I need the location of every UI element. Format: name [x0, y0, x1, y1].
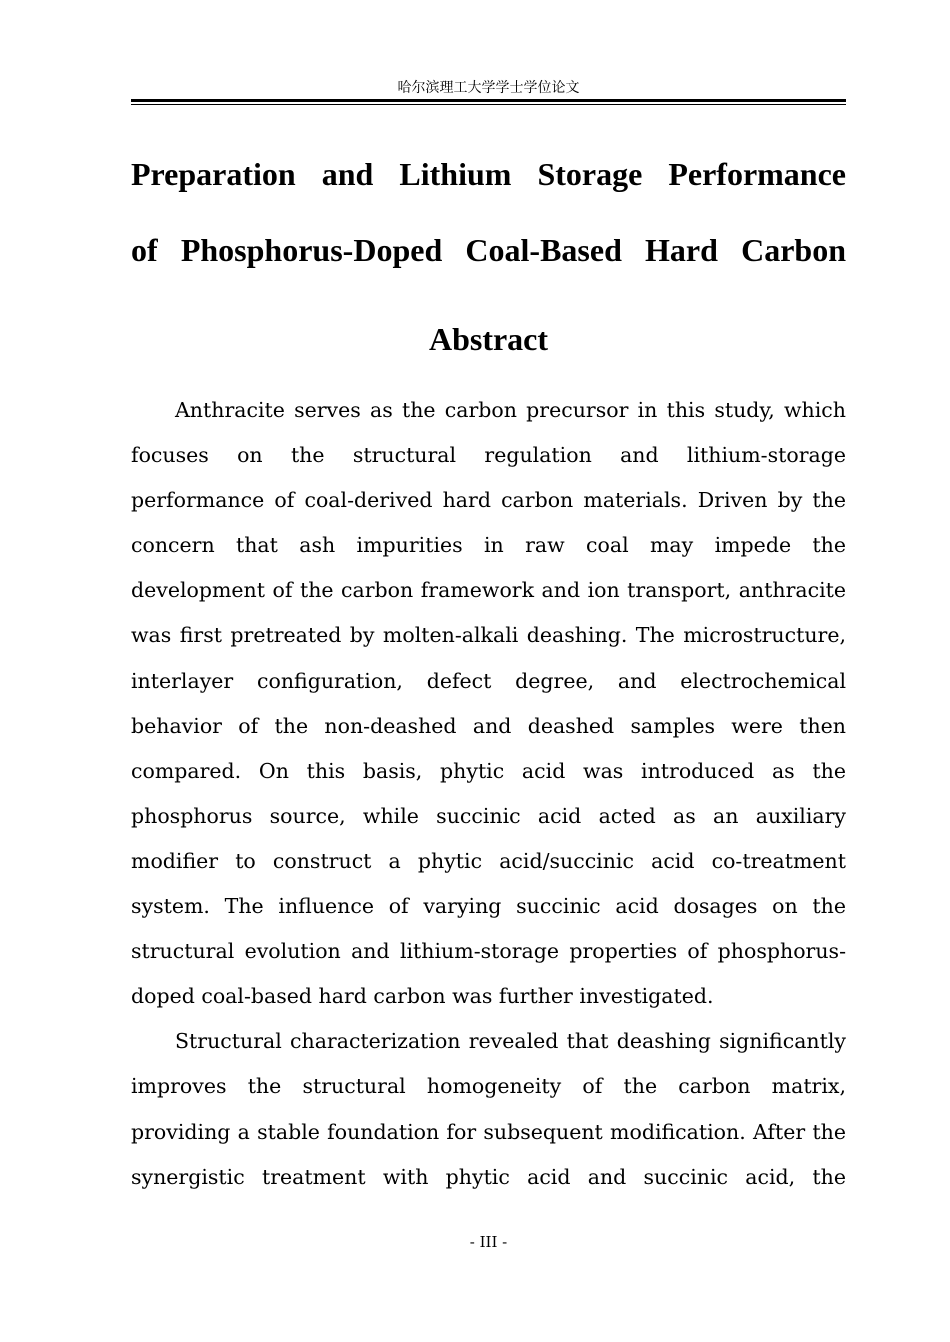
thesis-title-line-2: of Phosphorus-Doped Coal-Based Hard Carbon [131, 232, 846, 268]
page-number: - III - [469, 1233, 508, 1251]
abstract-body [131, 388, 846, 1200]
thesis-title-line-1: Preparation and Lithium Storage Performance [131, 156, 846, 192]
abstract-paragraph-2: Structural characterization revealed that deashing significantly improves the structural homogeneity of the carbon matrix, providing a stable foundation for subsequent modification. After the synergistic treatment with phytic acid and succinic acid, the [131, 1029, 846, 1189]
header-rule-thin [131, 104, 846, 105]
header-rule-thick [131, 99, 846, 102]
running-header: 哈尔滨理工大学学士学位论文 [397, 80, 580, 96]
abstract-paragraph-1: Anthracite serves as the carbon precursor in this study, which focuses on the structural regulation and lithium-storage performance of coal-derived hard carbon materials. Driven by the concern that ash impurities in raw coal may impede the development of the carbon framework and ion transport, anthracite was first pretreated by molten-alkali deashing. The microstructure, interlayer configuration, defect degree, and electrochemical behavior of the non-deashed and deashed samples were then compared. On this basis, phytic acid was introduced as the phosphorus source, while succinic acid acted as an auxiliary modifier to construct a phytic acid/succinic acid co-treatment system. The influence of varying succinic acid dosages on the structural evolution and lithium-storage properties of phosphorus-doped coal-based hard carbon was further investigated. [131, 398, 846, 1009]
abstract-heading: Abstract [428, 321, 549, 357]
